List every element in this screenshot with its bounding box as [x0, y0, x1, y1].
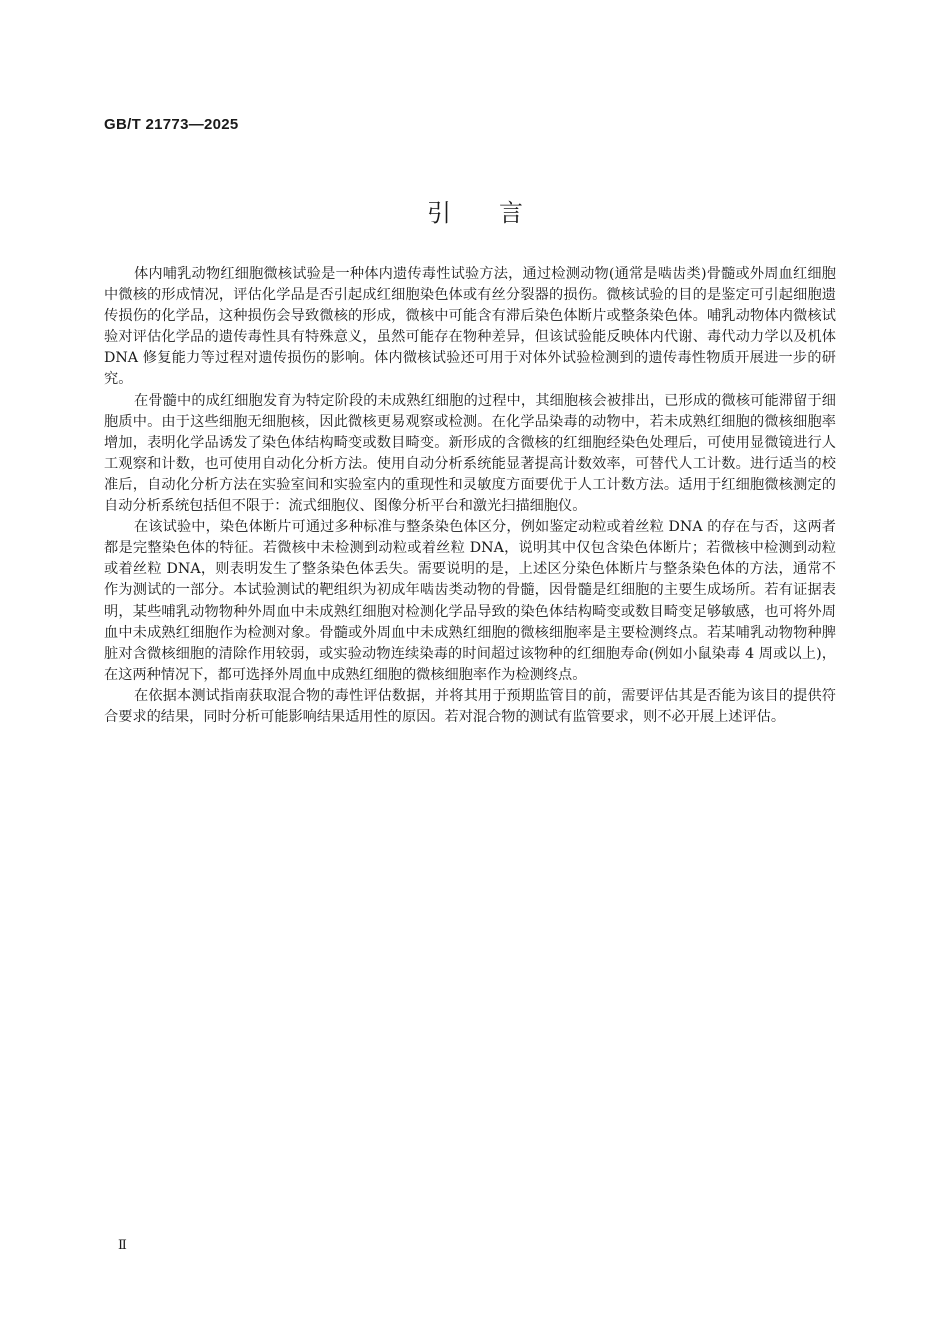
document-code: GB/T 21773—2025 — [104, 116, 239, 133]
section-title: 引言 — [427, 199, 571, 227]
paragraph: 在依据本测试指南获取混合物的毒性评估数据，并将其用于预期监管目的前，需要评估其是否能为该目的提供符合要求的结果，同时分析可能影响结果适用性的原因。若对混合物的测试有监管要求，则不必开展上述评估。 — [104, 687, 836, 725]
body-text — [104, 264, 836, 728]
paragraph: 在该试验中，染色体断片可通过多种标准与整条染色体区分，例如鉴定动粒或着丝粒 DNA 的存在与否，这两者都是完整染色体的特征。若微核中未检测到动粒或着丝粒 DNA，说明其中仅包含染色体断片；若微核中检测到动粒或着丝粒 DNA，则表明发生了整条染色体丢失。需要说明的是，上述区分染色体断片与整条染色体的方法，通常不作为测试的一部分。本试验测试的靶组织为初成年啮齿类动物的骨髓，因骨髓是红细胞的主要生成场所。若有证据表明，某些哺乳动物物种外周血中未成熟红细胞对检测化学品导致的染色体结构畸变或数目畸变足够敏感，也可将外周血中未成熟红细胞作为检测对象。骨髓或外周血中未成熟红细胞的微核细胞率是主要检测终点。若某哺乳动物物种脾脏对含微核细胞的清除作用较弱，或实验动物连续染毒的时间超过该物种的红细胞寿命(例如小鼠染毒 4 周或以上)，在这两种情况下，都可选择外周血中成熟红细胞的微核细胞率作为检测终点。 — [104, 519, 836, 683]
page-number: Ⅱ — [118, 1238, 127, 1253]
paragraph: 在骨髓中的成红细胞发育为特定阶段的未成熟红细胞的过程中，其细胞核会被排出，已形成的微核可能滞留于细胞质中。由于这些细胞无细胞核，因此微核更易观察或检测。在化学品染毒的动物中，若未成熟红细胞的微核细胞率增加，表明化学品诱发了染色体结构畸变或数目畸变。新形成的含微核的红细胞经染色处理后，可使用显微镜进行人工观察和计数，也可使用自动化分析方法。使用自动分析系统能显著提高计数效率，可替代人工计数。进行适当的校准后，自动化分析方法在实验室间和实验室内的重现性和灵敏度方面要优于人工计数方法。适用于红细胞微核测定的自动分析系统包括但不限于：流式细胞仪、图像分析平台和激光扫描细胞仪。 — [104, 392, 836, 515]
paragraph: 体内哺乳动物红细胞微核试验是一种体内遗传毒性试验方法，通过检测动物(通常是啮齿类)骨髓或外周血红细胞中微核的形成情况，评估化学品是否引起成红细胞染色体或有丝分裂器的损伤。微核试验的目的是鉴定可引起细胞遗传损伤的化学品，这种损伤会导致微核的形成，微核中可能含有滞后染色体断片或整条染色体。哺乳动物体内微核试验对评估化学品的遗传毒性具有特殊意义，虽然可能存在物种差异，但该试验能反映体内代谢、毒代动力学以及机体 DNA 修复能力等过程对遗传损伤的影响。体内微核试验还可用于对体外试验检测到的遗传毒性物质开展进一步的研究。 — [104, 266, 836, 388]
